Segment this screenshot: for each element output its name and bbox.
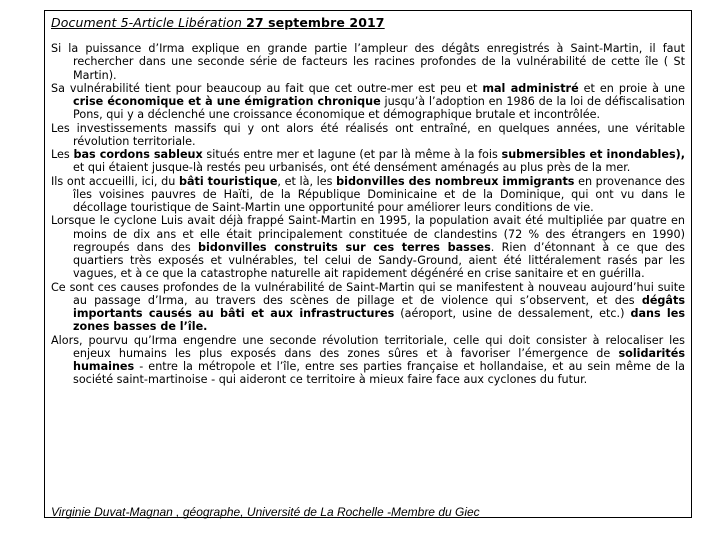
paragraph-text: - entre la métropole et l’île, entre ses parties française et hollandaise, et au sein même de la société saint-martinoise - qui aideront ce territoire à mieux faire face aux cyclones du futur. [73, 360, 685, 387]
paragraph-text: Ils ont accueilli, ici, du [51, 174, 179, 188]
emphasis-text: bidonvilles des nombreux immigrants [336, 174, 575, 188]
title-date: 27 septembre 2017 [246, 15, 385, 30]
paragraph-text: . Rien d’étonnant à ce que des quartiers très exposés et vulnérables, tel celui de Sandy-Ground, aient été littéralement rasés par les vagues, et à ce que la catastrophe naturelle ait rapidement dégénéré en crise sanitaire et en guérilla. [73, 240, 685, 281]
title-label: Document 5-Article Libération [51, 15, 242, 30]
article-body [51, 42, 685, 387]
paragraph-text: (aéroport, usine de dessalement, etc.) [394, 307, 631, 320]
paragraph-text: Sa vulnérabilité tient pour beaucoup au fait que cet outre-mer est peu et [51, 81, 483, 95]
emphasis-text: solidarités humaines [73, 346, 685, 373]
article-paragraph [51, 214, 685, 280]
emphasis-text: bidonvilles construits sur ces terres basses [198, 240, 491, 254]
emphasis-text: dégâts importants causés au bâti et aux infrastructures [73, 293, 685, 320]
emphasis-text: crise économique et à une émigration chronique [73, 95, 381, 108]
paragraph-text: et en proie à une [578, 81, 686, 95]
article-paragraph [51, 82, 685, 122]
emphasis-text: submersibles et inondables), [501, 148, 685, 161]
article-paragraph [51, 122, 685, 149]
document-frame [44, 10, 692, 518]
paragraph-text: Les investissements massifs qui y ont alors été réalisés ont entraîné, en quelques années, une véritable révolution territoriale. [51, 121, 685, 148]
emphasis-text: dans les zones basses de l’île. [73, 307, 685, 334]
paragraph-text: en provenance des îles voisines pauvres de Haïti, de la République Dominicaine et de la Dominique, qui ont vu dans le décollage touristique de Saint-Martin une opportunité pour améliorer leurs conditions de vie. [73, 174, 686, 214]
paragraph-text: et qui étaient jusque-là restés peu urbanisés, ont été densément aménagés au plus près de la mer. [73, 161, 631, 175]
emphasis-text: mal administré [482, 81, 579, 95]
emphasis-text: bâti touristique [178, 174, 278, 188]
article-paragraph [51, 334, 685, 387]
paragraph-text: , et là, les [277, 174, 337, 188]
paragraph-text: Lorsque le cyclone Luis avait déjà frappé Saint-Martin en 1995, la population avait été multipliée par quatre en moins de dix ans et elle était principalement constituée de clandestins (72 % des étrangers en 1990) regroupés dans des [51, 214, 685, 254]
author-signature: Virginie Duvat-Magnan , géographe, Université de La Rochelle -Membre du Giec [51, 505, 480, 519]
paragraph-text: Ce sont ces causes profondes de la vulnérabilité de Saint-Martin qui se manifestent à nouveau aujourd’hui suite au passage d’Irma, au travers des scènes de pillage et de violence qui s’observent, et des [51, 280, 685, 307]
article-paragraph [51, 175, 685, 215]
article-paragraph [51, 148, 685, 175]
document-title [51, 15, 685, 30]
article-paragraph [51, 42, 685, 82]
paragraph-text: Si la puissance d’Irma explique en grande partie l’ampleur des dégâts enregistrés à Saint-Martin, il faut rechercher dans une seconde série de facteurs les racines profondes de la vulnérabilité de cette île ( St Martin). [51, 42, 685, 82]
paragraph-text: Alors, pourvu qu’Irma engendre une seconde révolution territoriale, celle qui doit consister à relocaliser les enjeux humains les plus exposés dans des zones sûres et à favoriser l’émergence de [51, 333, 685, 360]
emphasis-text: bas cordons sableux [73, 148, 203, 161]
paragraph-text: Les [51, 148, 74, 161]
article-paragraph [51, 281, 685, 334]
paragraph-text: situés entre mer et lagune (et par là même à la fois [202, 148, 502, 161]
paragraph-text: jusqu’à l’adoption en 1986 de la loi de défiscalisation Pons, qui y a déclenché une croissance économique et démographique brutale et incontrôlée. [73, 95, 685, 122]
